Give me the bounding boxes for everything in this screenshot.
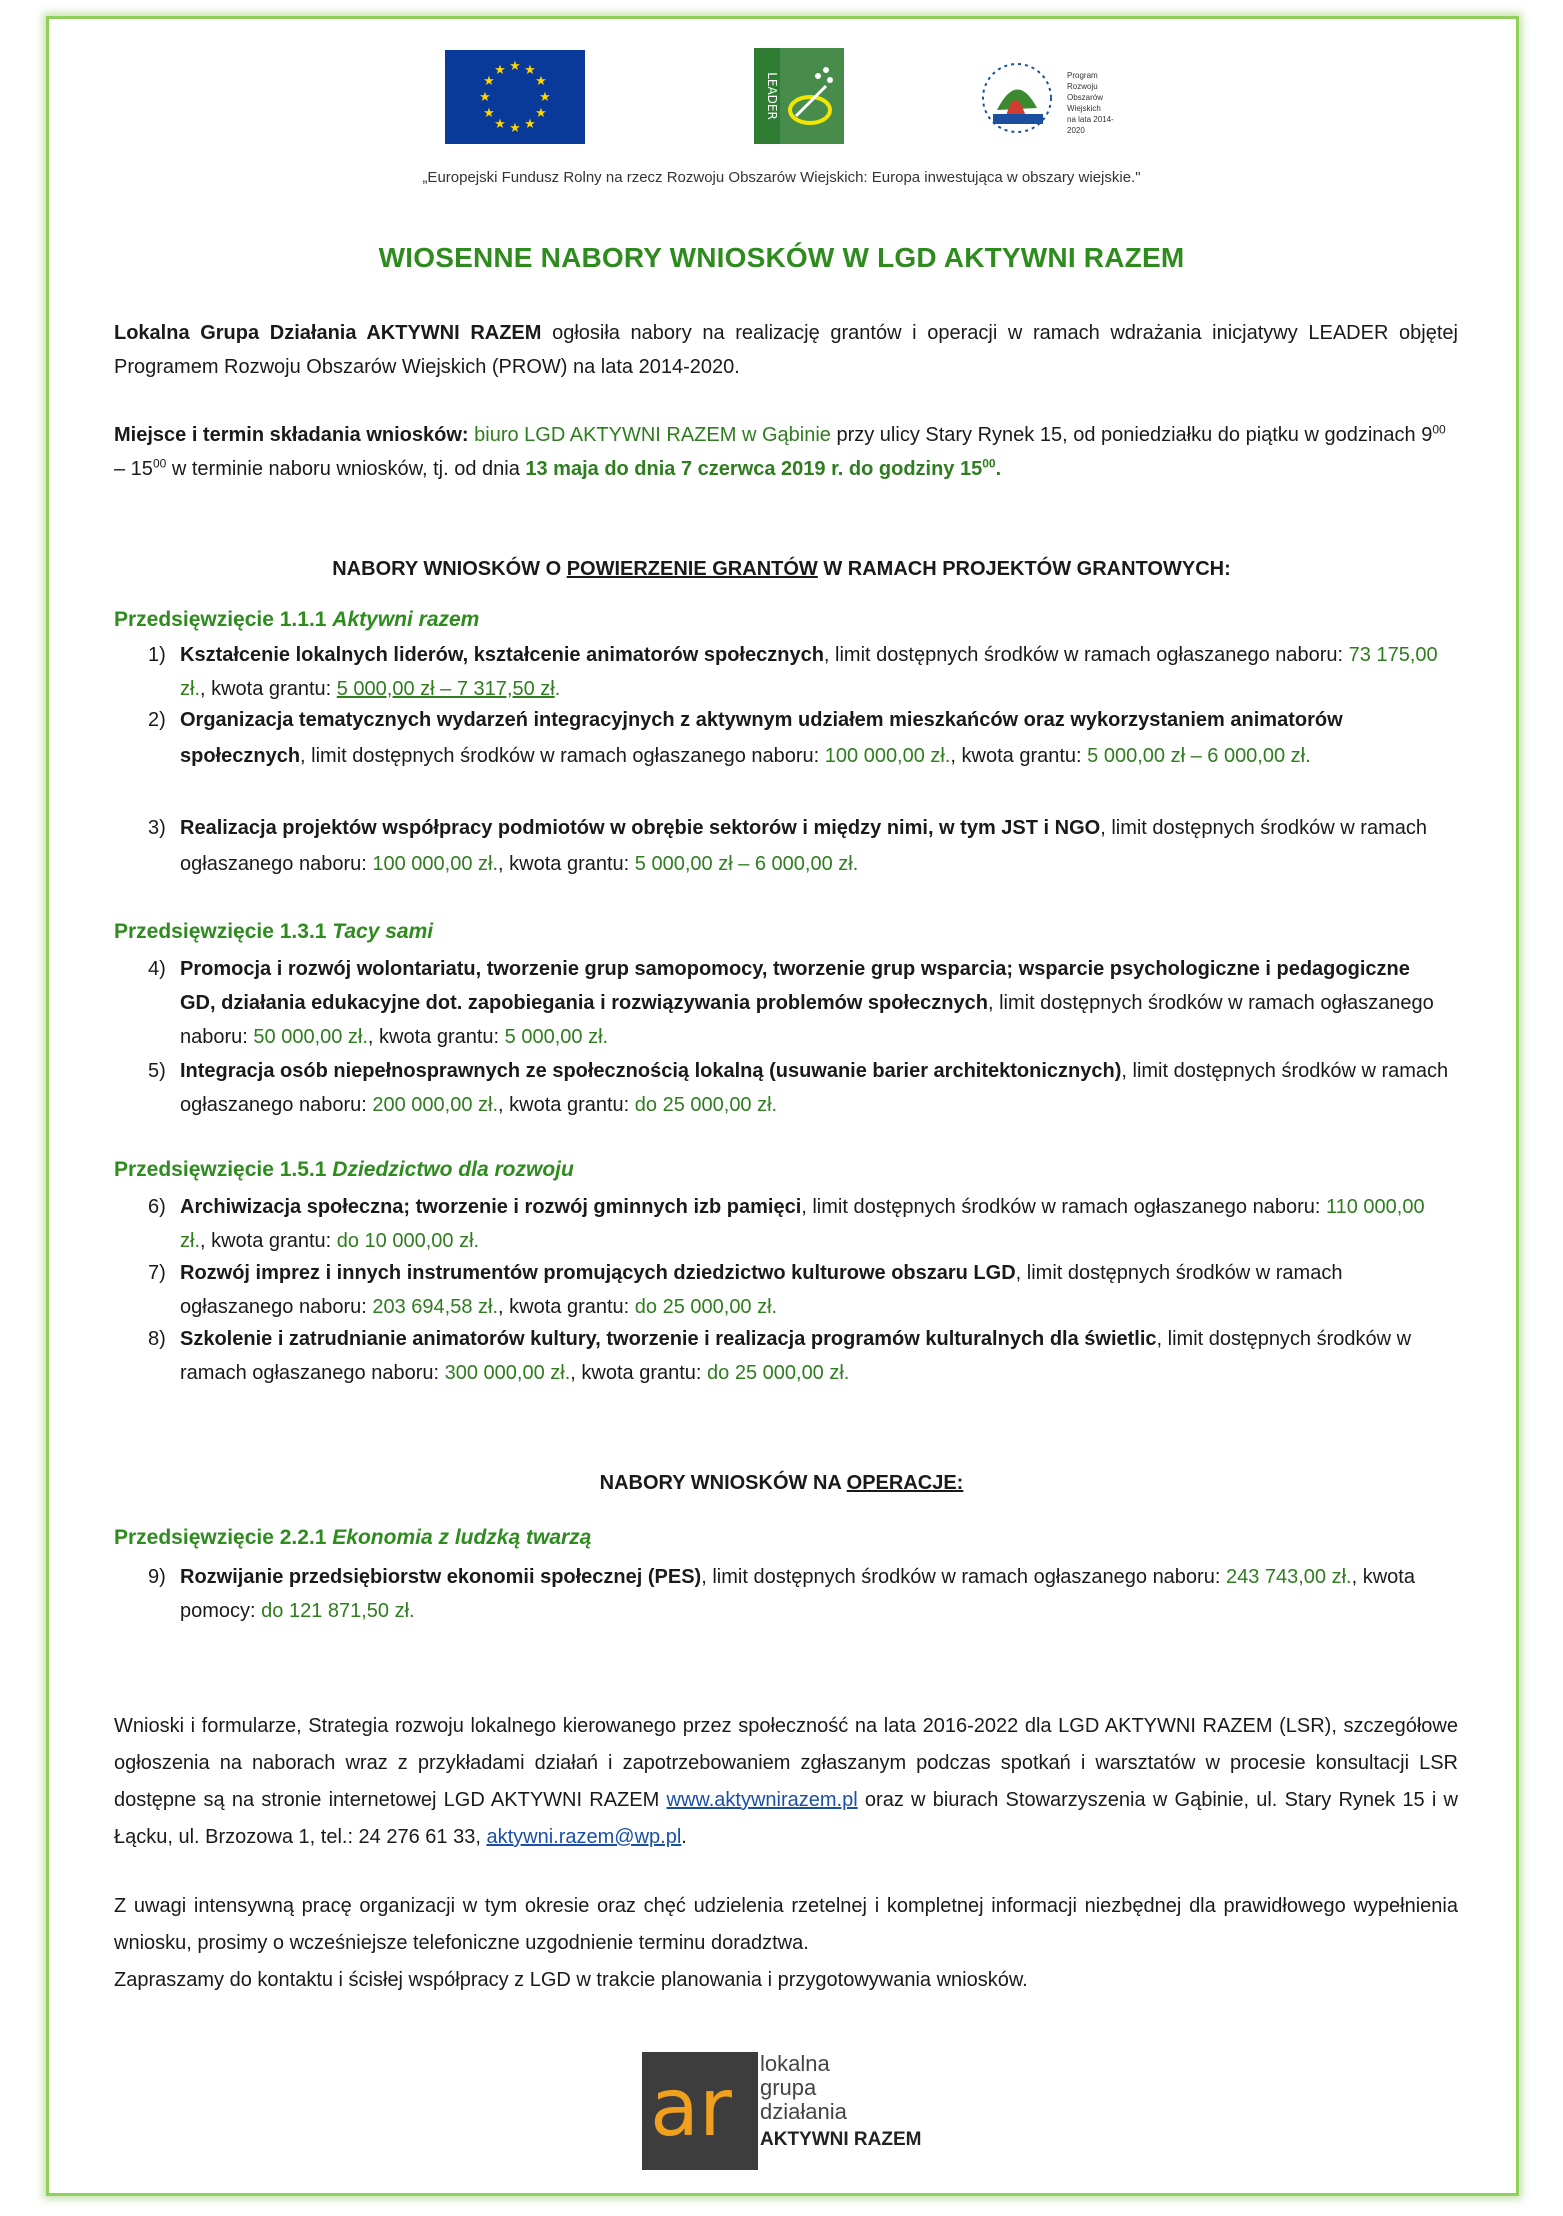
svg-text:★: ★ xyxy=(494,117,506,132)
website-link[interactable]: www.aktywnirazem.pl xyxy=(666,1789,858,1811)
operations-heading: NABORY WNIOSKÓW NA OPERACJE: xyxy=(599,1472,964,1494)
section-heading: Przedsięwzięcie 1.3.1 Tacy sami xyxy=(114,920,434,943)
lgd-logo-text: lokalna grupa działania AKTYWNI RAZEM xyxy=(760,2051,922,2150)
section-heading: Przedsięwzięcie 1.1.1 Aktywni razem xyxy=(114,608,480,631)
grants-heading: NABORY WNIOSKÓW O POWIERZENIE GRANTÓW W RAMACH PROJEKTÓW GRANTOWYCH: xyxy=(332,558,1231,580)
page-title: WIOSENNE NABORY WNIOSKÓW W LGD AKTYWNI RAZEM xyxy=(378,242,1185,273)
svg-text:★: ★ xyxy=(535,74,547,89)
prow-logo-text: Program Rozwoju Obszarów Wiejskich na lata 2014-2020 xyxy=(1067,71,1114,135)
svg-text:★: ★ xyxy=(539,90,551,105)
prow-logo xyxy=(975,50,1125,142)
svg-text:★: ★ xyxy=(483,106,495,121)
svg-text:LEADER: LEADER xyxy=(765,72,779,120)
deadline-dates: 13 maja do dnia 7 czerwca 2019 r. do godziny 15 xyxy=(525,458,983,480)
eu-flag-logo xyxy=(445,50,585,144)
section-heading: Przedsięwzięcie 1.5.1 Dziedzictwo dla rozwoju xyxy=(114,1158,574,1181)
svg-text:★: ★ xyxy=(524,117,536,132)
svg-text:★: ★ xyxy=(509,121,521,136)
leader-logo xyxy=(748,46,850,146)
intro-paragraph: Lokalna Grupa Działania AKTYWNI RAZEM ogłosiła nabory na realizację grantów i operacji w ramach wdrażania inicjatywy LEADER objętej Programem Rozwoju Obszarów Wiejskich (PROW) na lata 2014-2020. xyxy=(114,322,1458,378)
svg-text:★: ★ xyxy=(535,106,547,121)
svg-text:★: ★ xyxy=(483,74,495,89)
svg-text:★: ★ xyxy=(509,59,521,74)
place-paragraph: Miejsce i termin składania wniosków: biuro LGD AKTYWNI RAZEM w Gąbinie przy ulicy Stary Rynek 15, od poniedziałku do piątku w godzinach $9^{00} - 15^{00}$ w terminie naboru wniosków, tj. od dnia 13 maja do dnia 7 czerwca 2019 r. do godziny $15^{00}$. xyxy=(114,422,1446,480)
info-paragraph: Wnioski i formularze, Strategia rozwoju lokalnego kierowanego przez społeczność na lata 2016-2022 dla LGD AKTYWNI RAZEM (LSR), szczegółowe ogłoszenia na naborach wraz z przykładami działań i zapotrzebowaniem zgłaszanym podczas spotkań i warsztatów w procesie konsultacji LSR dostępne są na stronie internetowej LGD AKTYWNI RAZEM www.aktywnirazem.pl oraz w biurach Stowarzyszenia w Gąbinie, ul. Stary Rynek 15 i w Łącku, ul. Brzozowa 1, tel.: 24 276 61 33, aktywni.razem@wp.pl. xyxy=(114,1715,1459,1848)
ar-mark-icon: ar xyxy=(642,2052,758,2170)
closing-paragraph: Z uwagi intensywną pracę organizacji w tym okresie oraz chęć udzielenia rzetelnej i kompletnej informacji niezbędnej dla prawidłowego wypełnienia wniosku, prosimy o wcześniejsze telefoniczne uzgodnienie terminu doradztwa. Zapraszamy do kontaktu i ścisłej współpracy z LGD w trakcie planowania i przygotowywania wniosków. xyxy=(114,1895,1458,1991)
logo-bar xyxy=(0,46,1563,146)
lgd-logo xyxy=(642,2052,922,2170)
org-name: Lokalna Grupa Działania AKTYWNI RAZEM xyxy=(114,322,542,344)
eafrd-tagline: „Europejski Fundusz Rolny na rzecz Rozwoju Obszarów Wiejskich: Europa inwestująca w obszary wiejskie." xyxy=(422,169,1141,186)
section-heading: Przedsięwzięcie 2.2.1 Ekonomia z ludzką twarzą xyxy=(114,1526,592,1549)
svg-text:★: ★ xyxy=(494,63,506,78)
svg-text:★: ★ xyxy=(524,63,536,78)
email-link[interactable]: aktywni.razem@wp.pl xyxy=(486,1826,682,1848)
svg-text:★: ★ xyxy=(479,90,491,105)
